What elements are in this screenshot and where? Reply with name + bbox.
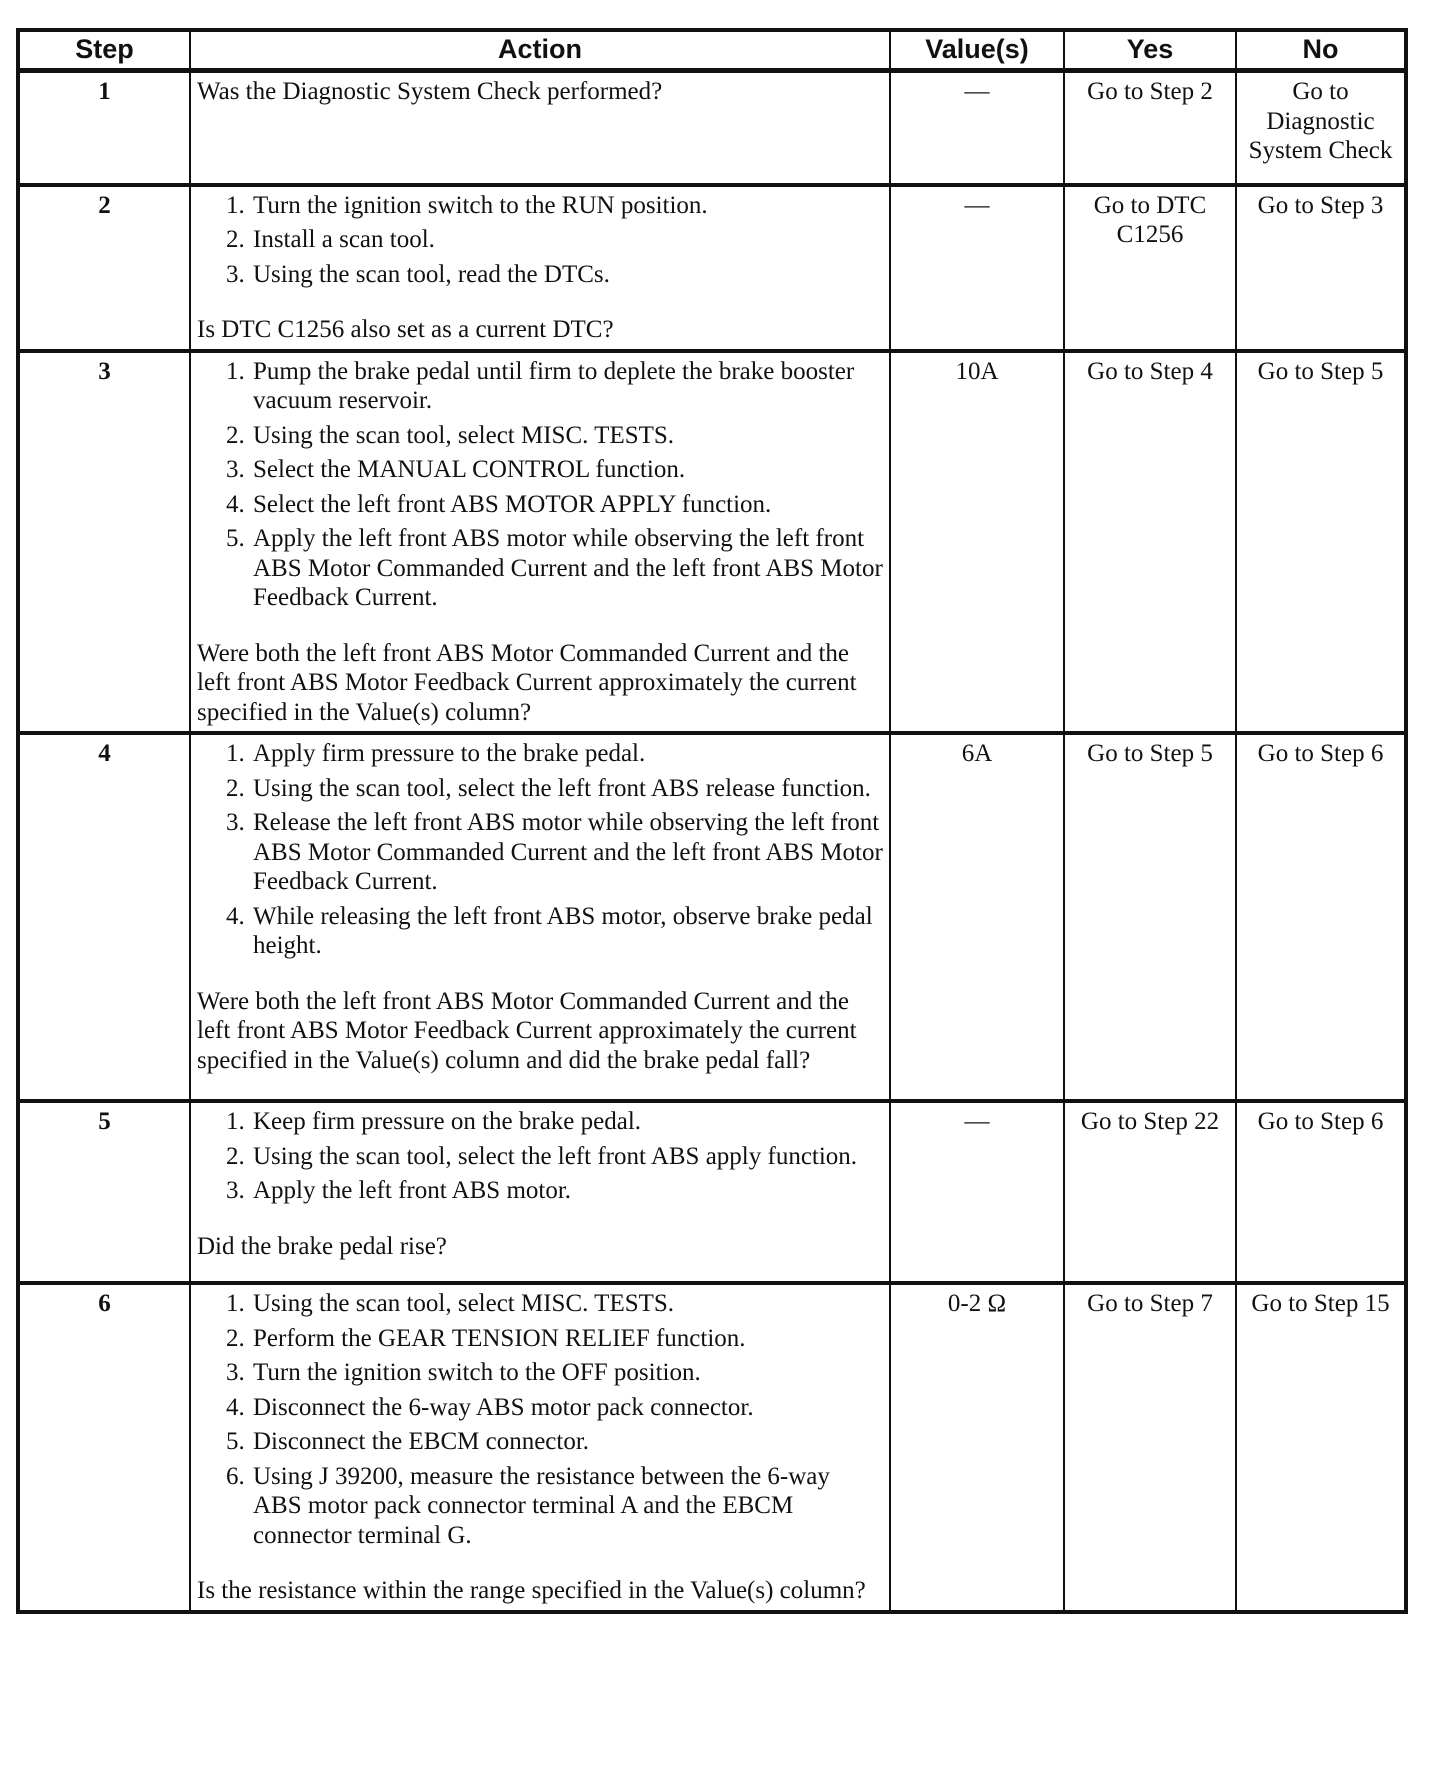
action-question: Were both the left front ABS Motor Commanded Current and the left front ABS Motor Feedback Current approximately the current specified in the Value(s) column and did the brake pedal fall? xyxy=(197,987,857,1074)
table-row xyxy=(18,71,1406,185)
no-cell: Go to Step 6 xyxy=(1236,1101,1406,1283)
step-number: 5 xyxy=(18,1101,190,1283)
action-step: 3. Select the MANUAL CONTROL function. xyxy=(251,455,883,485)
action-cell xyxy=(190,351,890,734)
diagnostic-table xyxy=(16,28,1408,1614)
step-number: 1 xyxy=(18,71,190,185)
action-question: Is DTC C1256 also set as a current DTC? xyxy=(197,316,614,343)
action-step: 1. Using the scan tool, select MISC. TESTS. xyxy=(251,1289,883,1319)
no-cell: Go to Step 3 xyxy=(1236,185,1406,351)
yes-cell: Go to Step 4 xyxy=(1064,351,1236,734)
action-step: 3. Turn the ignition switch to the OFF position. xyxy=(251,1358,883,1388)
action-step: 1. Turn the ignition switch to the RUN position. xyxy=(251,191,883,221)
action-step: 3. Release the left front ABS motor while observing the left front ABS Motor Commanded Current and the left front ABS Motor Feedback Current. xyxy=(251,808,883,897)
action-steps-list xyxy=(197,1107,883,1206)
action-step: 4. Disconnect the 6-way ABS motor pack connector. xyxy=(251,1393,883,1423)
yes-cell: Go to DTC C1256 xyxy=(1064,185,1236,351)
table-row xyxy=(18,1283,1406,1612)
no-cell: Go to Diagnostic System Check xyxy=(1236,71,1406,185)
action-step: 6. Using J 39200, measure the resistance between the 6-way ABS motor pack connector terminal A and the EBCM connector terminal G. xyxy=(251,1462,883,1551)
action-question: Were both the left front ABS Motor Commanded Current and the left front ABS Motor Feedback Current approximately the current specified in the Value(s) column? xyxy=(197,639,857,726)
step-number: 4 xyxy=(18,733,190,1101)
action-cell xyxy=(190,1101,890,1283)
header-action: Action xyxy=(190,30,890,71)
table-row xyxy=(18,733,1406,1101)
value-cell: — xyxy=(890,185,1064,351)
no-cell: Go to Step 5 xyxy=(1236,351,1406,734)
action-step: 2. Using the scan tool, select the left front ABS release function. xyxy=(251,774,883,804)
step-number: 6 xyxy=(18,1283,190,1612)
value-cell: — xyxy=(890,1101,1064,1283)
table-body xyxy=(18,71,1406,1612)
yes-cell: Go to Step 5 xyxy=(1064,733,1236,1101)
header-row xyxy=(18,30,1406,71)
value-cell: 6A xyxy=(890,733,1064,1101)
action-steps-list xyxy=(197,191,883,290)
action-steps-list xyxy=(197,739,883,961)
header-yes: Yes xyxy=(1064,30,1236,71)
action-steps-list xyxy=(197,357,883,613)
table-row xyxy=(18,351,1406,734)
header-step: Step xyxy=(18,30,190,71)
step-number: 2 xyxy=(18,185,190,351)
action-step: 1. Apply firm pressure to the brake pedal. xyxy=(251,739,883,769)
value-cell: — xyxy=(890,71,1064,185)
action-step: 4. Select the left front ABS MOTOR APPLY function. xyxy=(251,490,883,520)
step-number: 3 xyxy=(18,351,190,734)
action-cell xyxy=(190,185,890,351)
action-question: Did the brake pedal rise? xyxy=(197,1232,447,1260)
action-cell xyxy=(190,71,890,185)
no-cell: Go to Step 15 xyxy=(1236,1283,1406,1612)
yes-cell: Go to Step 22 xyxy=(1064,1101,1236,1283)
action-cell xyxy=(190,1283,890,1612)
action-step: 3. Using the scan tool, read the DTCs. xyxy=(251,260,883,290)
table-header xyxy=(18,30,1406,71)
header-values: Value(s) xyxy=(890,30,1064,71)
action-step: 3. Apply the left front ABS motor. xyxy=(251,1176,883,1206)
action-step: 2. Using the scan tool, select MISC. TESTS. xyxy=(251,421,883,451)
action-step: 4. While releasing the left front ABS motor, observe brake pedal height. xyxy=(251,902,883,961)
action-cell xyxy=(190,733,890,1101)
yes-cell: Go to Step 2 xyxy=(1064,71,1236,185)
table-row xyxy=(18,1101,1406,1283)
action-step: 1. Keep firm pressure on the brake pedal. xyxy=(251,1107,883,1137)
value-cell: 10A xyxy=(890,351,1064,734)
action-step: 5. Apply the left front ABS motor while observing the left front ABS Motor Commanded Current and the left front ABS Motor Feedback Current. xyxy=(251,524,883,613)
action-step: 1. Pump the brake pedal until firm to deplete the brake booster vacuum reservoir. xyxy=(251,357,883,416)
header-no: No xyxy=(1236,30,1406,71)
action-step: 2. Perform the GEAR TENSION RELIEF function. xyxy=(251,1324,883,1354)
action-step: 5. Disconnect the EBCM connector. xyxy=(251,1427,883,1457)
yes-cell: Go to Step 7 xyxy=(1064,1283,1236,1612)
no-cell: Go to Step 6 xyxy=(1236,733,1406,1101)
table-row xyxy=(18,185,1406,351)
action-step: 2. Install a scan tool. xyxy=(251,225,883,255)
action-question: Is the resistance within the range specified in the Value(s) column? xyxy=(197,1577,866,1604)
value-cell: 0-2 Ω xyxy=(890,1283,1064,1612)
action-step: 2. Using the scan tool, select the left front ABS apply function. xyxy=(251,1142,883,1172)
action-question: Was the Diagnostic System Check performed? xyxy=(197,78,663,105)
action-steps-list xyxy=(197,1289,883,1550)
